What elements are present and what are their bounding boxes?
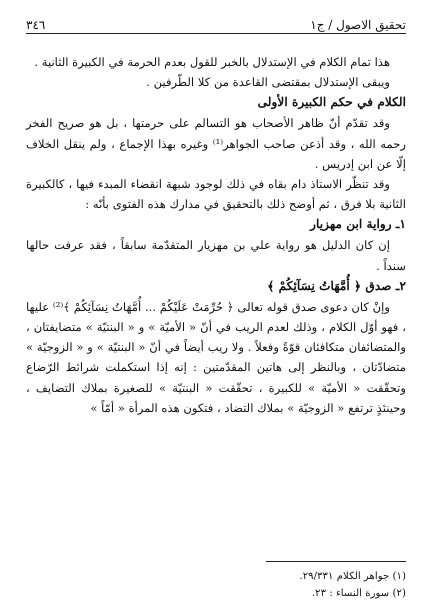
paragraph: ويبقى الإستدلال بمقتضى القاعدة من كلا الطّرفين .	[146, 75, 390, 90]
main-text	[26, 52, 406, 418]
footnote: (٢) سورة النساء : ٢٣.	[311, 588, 406, 599]
running-title: تحقيق الاصول / ج١	[310, 18, 406, 32]
paragraph: وقد تقدّم أنّ ظاهر الأصحاب هو التسالم على حرمتها ، بل هو صريح الفخر رحمه الله ، وقد أذعن صاحب الجواهر⁽¹⁾ وغيره بهذا الإجماع ، ولم ينقل الخلاف إلّا عن ابن إدريس .	[26, 116, 406, 171]
page-number: ٣٤٦	[26, 18, 46, 32]
footnotes	[26, 568, 406, 602]
page-header	[26, 10, 406, 32]
section-heading: ٢ـ صدق ﴿ أُمَّهَاتُ نِسَآئِكُمْ ﴾	[267, 278, 406, 293]
footnote: (١) جواهر الكلام ٢٩/٣٣١.	[299, 571, 406, 582]
footnote-divider	[266, 561, 406, 562]
header-divider	[26, 33, 406, 34]
paragraph: هذا تمام الكلام في الإستدلال بالخبر للقول بعدم الحرمة في الكبيرة الثانية .	[34, 55, 390, 69]
paragraph: وقد تنظّر الاستاذ دام بقاه في ذلك لوجود شبهة انقضاء المبدء فيها ، كالكبيرة الثانية بلا فرق ، ثم أوضح ذلك بالتحقيق في مدارك هذه الفتوى بأنّه :	[26, 177, 406, 212]
paragraph: إن كان الدليل هو رواية علي بن مهزيار المتقدّمة سابقاً ، فقد عرفت حالها سنداً .	[26, 238, 406, 273]
section-heading: الكلام في حكم الكبيرة الأولى	[257, 95, 406, 110]
section-heading: ١ـ رواية ابن مهزيار	[310, 217, 406, 232]
paragraph: وإنْ كان دعوى صدق قوله تعالى ﴿ حُرِّمَتْ عَلَيْكُمْ ... أُمَّهَاتُ نِسَآئِكُمْ ﴾⁽²⁾ عليها ، فهو أوّل الكلام ، وذلك لعدم الريب في أنّ « الأميّة » و « البنتيّة » متضايفتان ، والمتضائفان متكافئان قوّةً وفعلاً . ولا ريب أيضاً في أنّ « البنتيّة » و « الزوجيّة » متضادّتان ، وبالنظر إلى هاتين المقدّمتين : إنه إذا استكملت شرائط الرّضاع وتحقّقت « الأميّة » للكبيرة ، تحقّقت « البنتيّة » للصغيرة بملاك التضايف ، وحينئذٍ ترتفع « الزوجيّة » بملاك التضاد ، فتكون هذه المرأة « أمّاً »	[26, 299, 406, 415]
